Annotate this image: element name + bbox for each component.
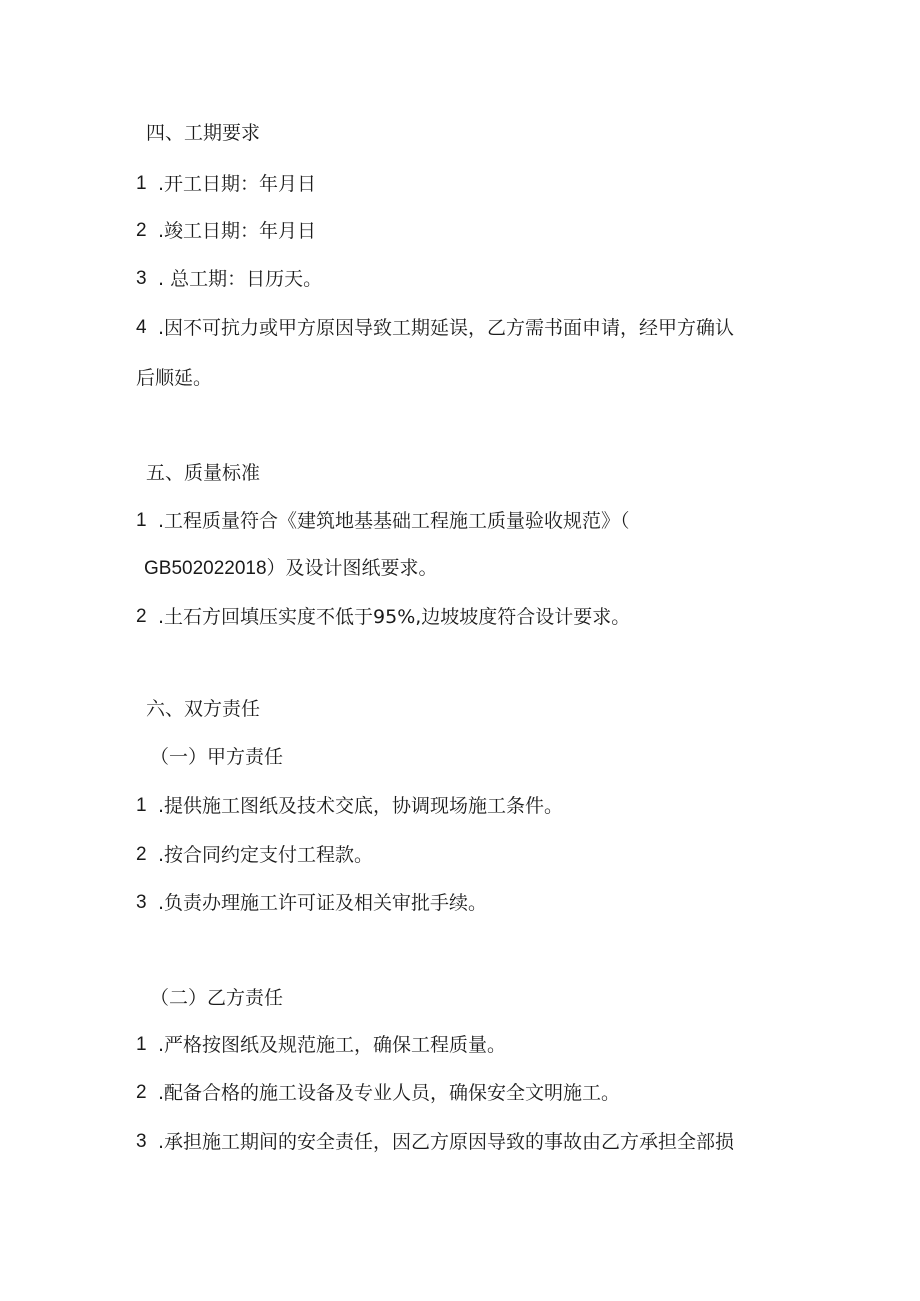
item-text-continued: 后顺延。 <box>136 367 213 389</box>
party-a-heading: （一）甲方责任 <box>150 746 284 768</box>
section-6-heading: 六、双方责任 <box>146 698 261 720</box>
item-text: . 总工期：日历天。 <box>158 268 323 290</box>
item-text: .负责办理施工许可证及相关审批手续。 <box>158 892 488 914</box>
item-number: 3 <box>136 892 147 913</box>
item-number: 1 <box>136 510 147 531</box>
item-number: 2 <box>136 606 147 627</box>
item-number: 3 <box>136 1131 147 1152</box>
party-b-heading: （二）乙方责任 <box>150 987 284 1009</box>
item-text: .严格按图纸及规范施工，确保工程质量。 <box>158 1034 507 1056</box>
item-text: .开工日期：年月日 <box>158 173 317 195</box>
item-number: 4 <box>136 317 147 338</box>
item-text: .提供施工图纸及技术交底，协调现场施工条件。 <box>158 795 564 817</box>
item-number: 1 <box>136 795 147 816</box>
item-number: 2 <box>136 220 147 241</box>
item-text: .竣工日期：年月日 <box>158 220 317 242</box>
item-text: .承担施工期间的安全责任，因乙方原因导致的事故由乙方承担全部损 <box>158 1131 735 1153</box>
item-number: 3 <box>136 268 147 289</box>
item-text: .按合同约定支付工程款。 <box>158 844 374 866</box>
item-number: 1 <box>136 173 147 194</box>
item-text-continued: GB502022018）及设计图纸要求。 <box>144 558 438 579</box>
section-4-heading: 四、工期要求 <box>146 122 261 144</box>
section-5-heading: 五、质量标准 <box>146 462 261 484</box>
item-number: 2 <box>136 844 147 865</box>
item-number: 2 <box>136 1082 147 1103</box>
item-text: .土石方回填压实度不低于95%,边坡坡度符合设计要求。 <box>158 606 631 628</box>
item-text: .工程质量符合《建筑地基基础工程施工质量验收规范》（ <box>158 510 630 532</box>
item-number: 1 <box>136 1034 147 1055</box>
item-text: .因不可抗力或甲方原因导致工期延误，乙方需书面申请，经甲方确认 <box>158 317 735 339</box>
item-text: .配备合格的施工设备及专业人员，确保安全文明施工。 <box>158 1082 621 1104</box>
